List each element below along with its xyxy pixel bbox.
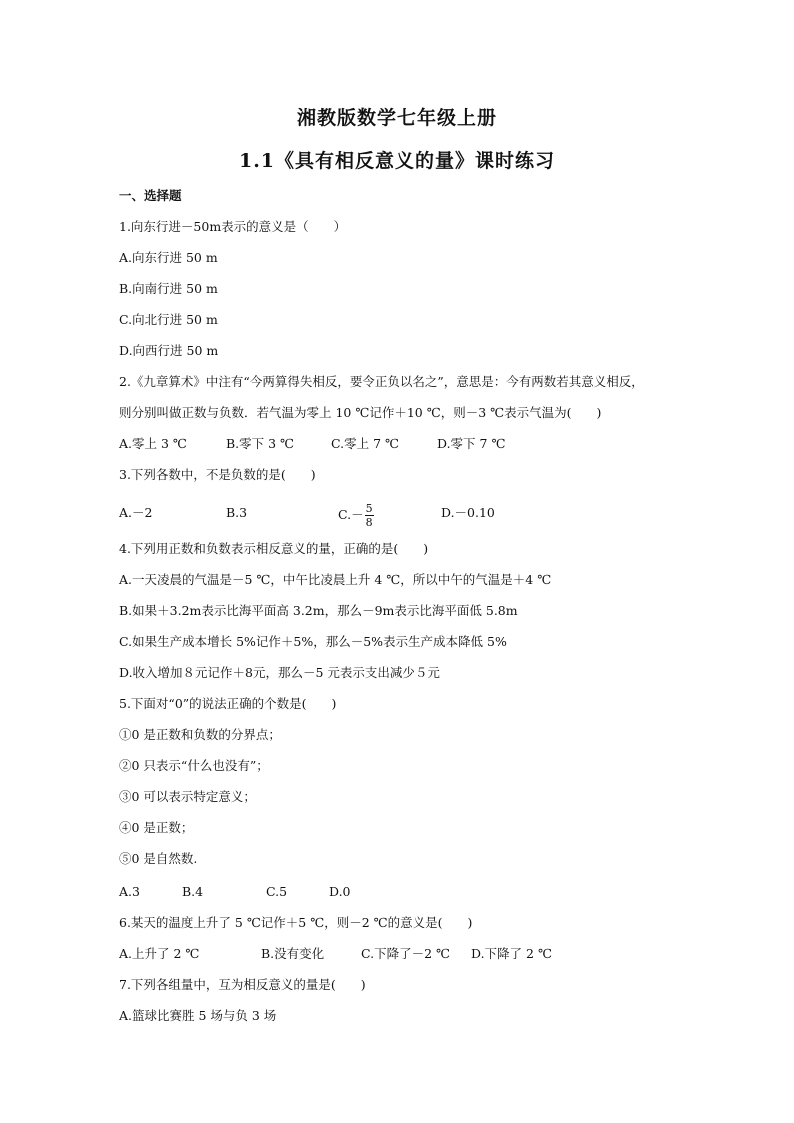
question-2-option-a: A.零上 3 ℃ — [119, 436, 187, 451]
fraction-numerator: 5 — [365, 502, 373, 515]
question-3-option-d: D.－0.10 — [441, 505, 495, 520]
question-6-option-d: D.下降了 2 ℃ — [471, 946, 552, 961]
question-7-stem: 7.下列各组量中，互为相反意义的量是( ) — [119, 977, 366, 992]
question-5-option-c: C.5 — [266, 884, 288, 899]
question-2-option-c: C.零上 7 ℃ — [331, 436, 399, 451]
question-5-statement-4: ④0 是正数； — [119, 820, 194, 835]
question-3-option-a: A.－2 — [119, 505, 153, 520]
question-2-stem-line2: 则分别叫做正数与负数．若气温为零上 10 ℃记作＋10 ℃，则－3 ℃表示气温为( ) — [119, 405, 602, 420]
question-5-statement-2: ②0 只表示“什么也没有”； — [119, 758, 269, 773]
question-4-option-c: C.如果生产成本增长 5%记作＋5%，那么－5%表示生产成本降低 5% — [119, 634, 507, 649]
question-2-option-b: B.零下 3 ℃ — [226, 436, 295, 451]
question-6-stem: 6.某天的温度上升了 5 ℃记作＋5 ℃，则－2 ℃的意义是( ) — [119, 915, 473, 930]
question-4-option-b: B.如果＋3.2m表示比海平面高 3.2m，那么－9m表示比海平面低 5.8m — [119, 603, 518, 618]
question-4-option-d: D.收入增加８元记作＋8元，那么－5 元表示支出减少５元 — [119, 665, 440, 680]
question-5-stem: 5.下面对“0”的说法正确的个数是( ) — [119, 696, 337, 711]
section-heading: 一、选择题 — [119, 188, 182, 203]
question-5-option-b: B.4 — [182, 884, 204, 899]
question-5-option-a: A.3 — [119, 884, 140, 899]
question-3-stem: 3.下列各数中，不是负数的是( ) — [119, 467, 316, 482]
document-title: 湘教版数学七年级上册 — [296, 107, 497, 129]
question-1-option-a: A.向东行进 50 m — [119, 250, 218, 265]
question-4-option-a: A.一天凌晨的气温是－5 ℃，中午比凌晨上升 4 ℃，所以中午的气温是＋4 ℃ — [119, 572, 552, 587]
question-1-stem: 1.向东行进－50m表示的意义是（ ） — [119, 219, 347, 234]
question-1-option-c: C.向北行进 50 m — [119, 312, 218, 327]
question-6-option-a: A.上升了 2 ℃ — [119, 946, 200, 961]
question-3-option-c — [338, 490, 374, 540]
question-5-statement-5: ⑤0 是自然数. — [119, 851, 198, 866]
fraction-denominator: 8 — [365, 516, 373, 529]
question-7-option-a: A.篮球比赛胜 5 场与负 3 场 — [119, 1008, 277, 1023]
document-subtitle: 1.1《具有相反意义的量》课时练习 — [238, 150, 556, 172]
question-5-statement-3: ③0 可以表示特定意义； — [119, 789, 256, 804]
question-3-option-b: B.3 — [226, 505, 248, 520]
question-6-option-c: C.下降了－2 ℃ — [361, 946, 451, 961]
question-2-stem-line1: 2.《九章算术》中注有“今两算得失相反，要令正负以名之”，意思是：今有两数若其意义相反， — [119, 374, 644, 389]
question-4-stem: 4.下列用正数和负数表示相反意义的量，正确的是( ) — [119, 541, 429, 556]
question-5-statement-1: ①0 是正数和负数的分界点； — [119, 727, 281, 742]
fraction — [365, 502, 374, 529]
question-6-option-b: B.没有变化 — [261, 946, 325, 961]
question-1-option-d: D.向西行进 50 m — [119, 343, 219, 358]
question-5-option-d: D.0 — [329, 884, 351, 899]
question-3-option-c-label: C.－ — [338, 507, 364, 522]
question-2-option-d: D.零下 7 ℃ — [437, 436, 506, 451]
question-1-option-b: B.向南行进 50 m — [119, 281, 218, 296]
